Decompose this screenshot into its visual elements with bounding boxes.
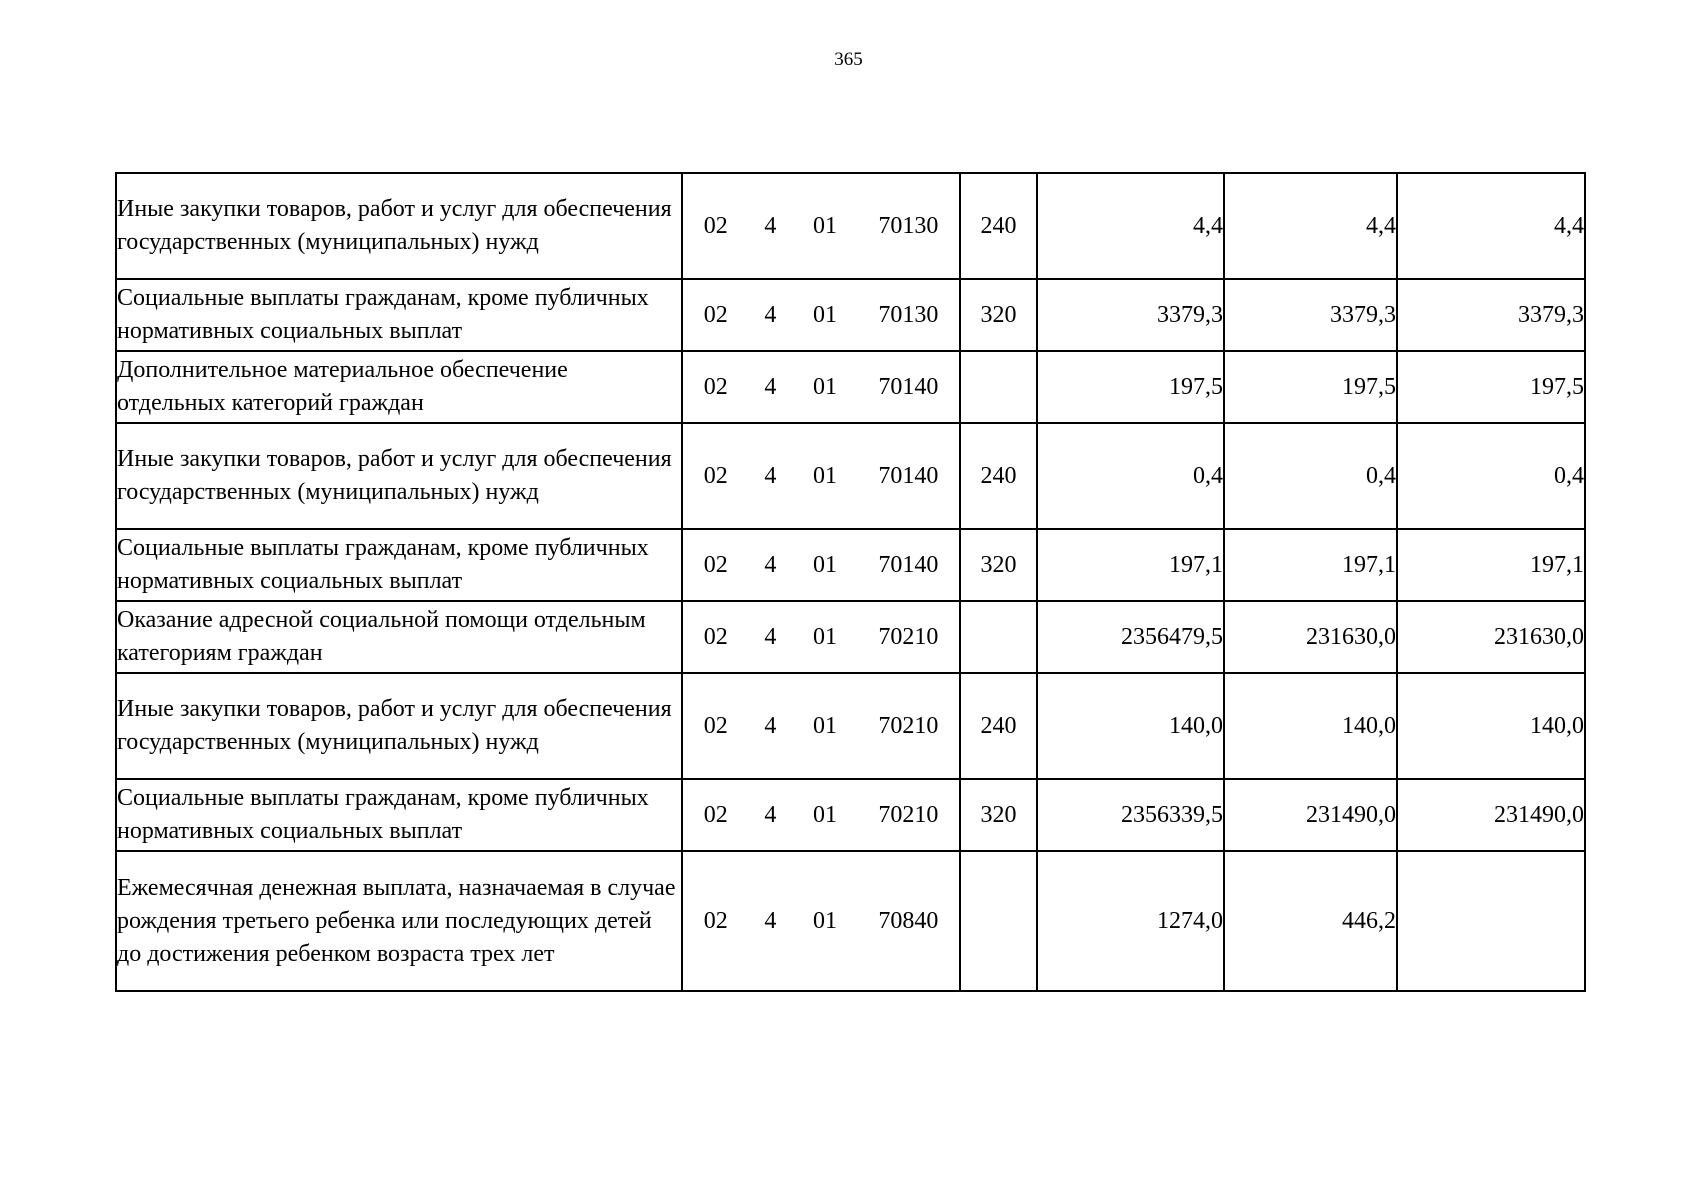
amount-year-2-cell: 197,5 [1224,351,1397,423]
direction-code: 70130 [878,212,939,239]
subprogram-code: 4 [764,801,777,828]
subprogram-code: 4 [764,623,777,650]
main-event-code: 01 [812,212,837,239]
table-row [116,779,1585,851]
expense-type-cell [960,851,1037,991]
expense-type-cell: 240 [960,423,1037,529]
program-code: 02 [703,712,728,739]
item-name-cell: Иные закупки товаров, работ и услуг для обеспечения государственных (муниципальных) нужд [116,173,682,279]
item-name-cell: Ежемесячная денежная выплата, назначаемая в случае рождения третьего ребенка или последующих детей до достижения ребенком возраста трех лет [116,851,682,991]
amount-year-1-cell: 4,4 [1037,173,1224,279]
program-code-cell [682,529,960,601]
expense-type-cell: 240 [960,673,1037,779]
program-code-cell [682,423,960,529]
amount-year-1-cell: 3379,3 [1037,279,1224,351]
expense-type-cell [960,351,1037,423]
subprogram-code: 4 [764,373,777,400]
direction-code: 70140 [878,462,939,489]
amount-year-1-cell: 2356479,5 [1037,601,1224,673]
main-event-code: 01 [812,373,837,400]
amount-year-1-cell: 197,5 [1037,351,1224,423]
program-code-cell [682,351,960,423]
amount-year-2-cell: 140,0 [1224,673,1397,779]
amount-year-1-cell: 140,0 [1037,673,1224,779]
direction-code: 70840 [878,907,939,934]
program-code-cell [682,173,960,279]
item-name-cell: Дополнительное материальное обеспечение отдельных категорий граждан [116,351,682,423]
table-row [116,673,1585,779]
direction-code: 70210 [878,801,939,828]
item-name-cell: Оказание адресной социальной помощи отдельным категориям граждан [116,601,682,673]
amount-year-2-cell: 231490,0 [1224,779,1397,851]
subprogram-code: 4 [764,551,777,578]
amount-year-3-cell: 231490,0 [1397,779,1585,851]
main-event-code: 01 [812,623,837,650]
program-code-cell [682,601,960,673]
budget-table-body [116,173,1585,991]
item-name-cell: Социальные выплаты гражданам, кроме публичных нормативных социальных выплат [116,279,682,351]
expense-type-cell: 320 [960,529,1037,601]
amount-year-1-cell: 1274,0 [1037,851,1224,991]
program-code-cell [682,779,960,851]
program-code: 02 [703,462,728,489]
amount-year-2-cell: 446,2 [1224,851,1397,991]
program-code: 02 [703,212,728,239]
amount-year-1-cell: 2356339,5 [1037,779,1224,851]
direction-code: 70210 [878,712,939,739]
expense-type-cell: 320 [960,779,1037,851]
main-event-code: 01 [812,801,837,828]
program-code-cell [682,279,960,351]
amount-year-3-cell: 197,5 [1397,351,1585,423]
item-name-cell: Иные закупки товаров, работ и услуг для обеспечения государственных (муниципальных) нужд [116,673,682,779]
main-event-code: 01 [812,712,837,739]
page-number: 365 [834,49,863,70]
direction-code: 70210 [878,623,939,650]
budget-table [115,172,1586,992]
table-row [116,851,1585,991]
program-code: 02 [703,801,728,828]
expense-type-cell: 320 [960,279,1037,351]
table-row [116,173,1585,279]
subprogram-code: 4 [764,712,777,739]
amount-year-3-cell: 197,1 [1397,529,1585,601]
amount-year-3-cell: 4,4 [1397,173,1585,279]
program-code: 02 [703,623,728,650]
main-event-code: 01 [812,907,837,934]
main-event-code: 01 [812,301,837,328]
expense-type-cell [960,601,1037,673]
table-row [116,423,1585,529]
amount-year-2-cell: 3379,3 [1224,279,1397,351]
table-row [116,529,1585,601]
subprogram-code: 4 [764,907,777,934]
amount-year-3-cell: 231630,0 [1397,601,1585,673]
amount-year-2-cell: 231630,0 [1224,601,1397,673]
main-event-code: 01 [812,551,837,578]
expense-type-cell: 240 [960,173,1037,279]
amount-year-2-cell: 197,1 [1224,529,1397,601]
direction-code: 70140 [878,373,939,400]
program-code: 02 [703,373,728,400]
program-code: 02 [703,301,728,328]
subprogram-code: 4 [764,462,777,489]
table-row [116,351,1585,423]
amount-year-3-cell: 140,0 [1397,673,1585,779]
item-name-cell: Иные закупки товаров, работ и услуг для обеспечения государственных (муниципальных) нужд [116,423,682,529]
amount-year-3-cell [1397,851,1585,991]
program-code: 02 [703,907,728,934]
program-code-cell [682,673,960,779]
table-row [116,601,1585,673]
item-name-cell: Социальные выплаты гражданам, кроме публичных нормативных социальных выплат [116,779,682,851]
amount-year-1-cell: 0,4 [1037,423,1224,529]
amount-year-2-cell: 0,4 [1224,423,1397,529]
amount-year-1-cell: 197,1 [1037,529,1224,601]
subprogram-code: 4 [764,301,777,328]
item-name-cell: Социальные выплаты гражданам, кроме публичных нормативных социальных выплат [116,529,682,601]
amount-year-2-cell: 4,4 [1224,173,1397,279]
main-event-code: 01 [812,462,837,489]
direction-code: 70140 [878,551,939,578]
table-row [116,279,1585,351]
program-code: 02 [703,551,728,578]
amount-year-3-cell: 0,4 [1397,423,1585,529]
subprogram-code: 4 [764,212,777,239]
direction-code: 70130 [878,301,939,328]
program-code-cell [682,851,960,991]
amount-year-3-cell: 3379,3 [1397,279,1585,351]
